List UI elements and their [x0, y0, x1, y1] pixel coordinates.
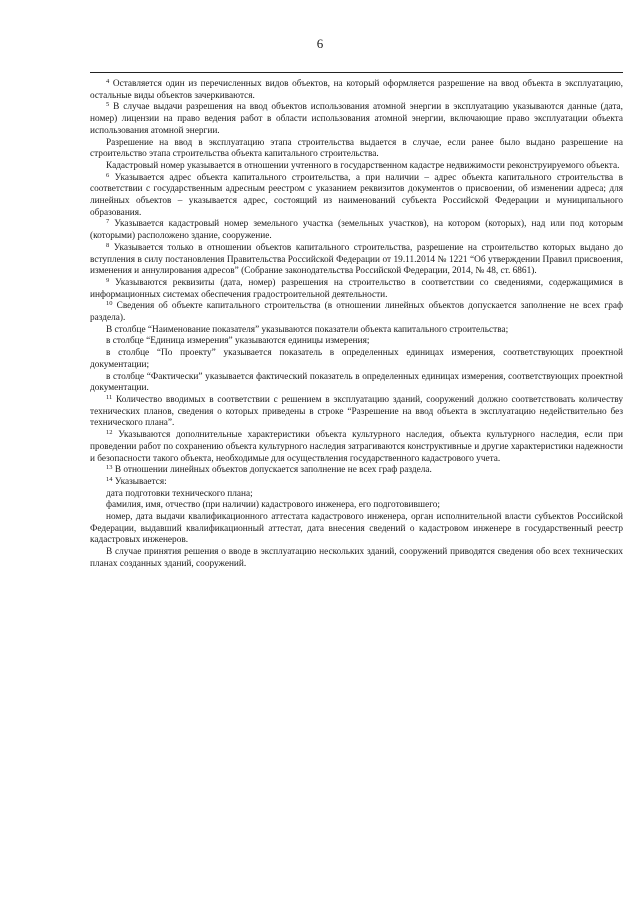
footnote-paragraph	[90, 395, 623, 430]
footnote-text: в столбце “Единица измерения” указываются единицы измерения;	[106, 336, 370, 347]
footnote-text: В отношении линейных объектов допускается заполнение не всех граф раздела.	[112, 465, 432, 476]
footnote-paragraph	[90, 325, 623, 337]
footnote-text: В случае выдачи разрешения на ввод объектов использования атомной энергии в эксплуатацию указываются данные (дата, номер) лицензии на право ведения работ в области использования атомной энергии, включающие право эксплуатации объекта использования атомной энергии.	[90, 102, 623, 136]
footnote-text: В случае принятия решения о вводе в эксплуатацию нескольких зданий, сооружений приводятся сведения обо всех технических планах созданных зданий, сооружений.	[90, 547, 623, 569]
footnote-paragraph	[90, 138, 623, 161]
footnote-marker: 8	[106, 241, 110, 249]
footnote-text: Разрешение на ввод в эксплуатацию этапа строительства выдается в случае, если ранее было выдано разрешение на строительство этапа строительства объекта капитального строительства.	[90, 137, 623, 160]
footnote-paragraph	[90, 301, 623, 324]
footnote-text: В столбце “Наименование показателя” указываются показатели объекта капитального строительства;	[106, 324, 509, 335]
footnote-marker: 7	[106, 218, 110, 226]
footnote-paragraph	[90, 547, 623, 570]
footnote-marker: 11	[106, 393, 113, 401]
footnote-marker: 14	[106, 475, 113, 483]
footnote-text: Указываются дополнительные характеристики объекта культурного наследия, объекта культурного наследия, если при проведении работ по сохранению объекта культурного наследия затрагиваются конструктивные и другие характеристики надежности и безопасности такого объекта, необходимые для осуществления государственного кадастрового учета.	[90, 430, 623, 464]
footnote-paragraph	[90, 173, 623, 220]
footnote-paragraph	[90, 500, 623, 512]
footnote-text: фамилия, имя, отчество (при наличии) кадастрового инженера, его подготовившего;	[106, 500, 441, 511]
footnote-marker: 10	[106, 300, 113, 308]
footnote-marker: 9	[106, 276, 110, 284]
footnote-text: Сведения об объекте капитального строительства (в отношении линейных объектов допускается заполнение не всех граф раздела).	[90, 301, 623, 324]
footnote-text: Указывается кадастровый номер земельного участка (земельных участков), на котором (которых), над или под которым (которыми) расположено здание, сооружение.	[90, 219, 623, 242]
footnote-paragraph	[90, 372, 623, 395]
footnote-text: Указывается только в отношении объектов капитального строительства, разрешение на строительство которых выдано до вступления в силу постановления Правительства Российской Федерации от 19.11.2014 № 1221 “Об утверждении Правил присвоения, изменения и аннулирования адресов” (Собрание законодательства Российской Федерации, 2014, № 48, ст. 6861).	[90, 242, 623, 277]
footnote-paragraph	[90, 430, 623, 465]
footnote-paragraph	[90, 489, 623, 501]
footnote-paragraph	[90, 348, 623, 371]
footnote-text: в столбце “По проекту” указывается показатель в определенных единицах измерения, соответствующих проектной документации;	[90, 348, 623, 370]
footnote-separator	[90, 72, 623, 73]
footnote-text: Указывается адрес объекта капитального строительства, а при наличии – адрес объекта капитального строительства в соответствии с государственным адресным реестром с указанием реквизитов документов о присвоении, об изменении адреса; для линейных объектов – указывается адрес, состоящий из наименований субъекта Российской Федерации и муниципального образования.	[90, 172, 623, 218]
footnote-paragraph	[90, 512, 623, 547]
footnote-paragraph	[90, 477, 623, 489]
footnote-text: в столбце “Фактически” указывается фактический показатель в определенных единицах измерения, соответствующих проектной документации.	[90, 371, 623, 394]
footnote-marker: 4	[106, 78, 110, 85]
page-number: 6	[316, 36, 324, 51]
footnote-text: Кадастровый номер указывается в отношении учтенного в государственном кадастре недвижимости реконструируемого объекта.	[106, 160, 620, 171]
footnote-paragraph	[90, 161, 623, 173]
footnote-paragraph	[90, 102, 623, 137]
footnote-text: Указываются реквизиты (дата, номер) разрешения на строительство в соответствии со сведениями, содержащимися в информационных системах обеспечения градостроительной деятельности.	[90, 277, 623, 300]
footnote-text: Указывается:	[112, 476, 167, 487]
footnote-marker: 6	[106, 171, 110, 179]
footnote-paragraph	[90, 465, 623, 477]
footnote-paragraph	[90, 243, 623, 278]
footnote-marker: 12	[106, 429, 113, 437]
footnote-paragraph	[90, 219, 623, 242]
footnote-marker: 13	[106, 464, 113, 472]
footnote-text: дата подготовки технического плана;	[106, 488, 253, 499]
footnote-text: Количество вводимых в соответствии с решением в эксплуатацию зданий, сооружений должно соответствовать количеству технических планов, сведения о которых приведены в строке “Разрешение на ввод объекта в эксплуатацию недействительно без технического плана”.	[90, 394, 623, 429]
footnote-paragraph	[90, 278, 623, 301]
footnote-text: Оставляется один из перечисленных видов объектов, на который оформляется разрешение на ввод объекта в эксплуатацию, остальные виды объектов зачеркиваются.	[90, 79, 623, 101]
footnote-paragraph	[90, 336, 623, 348]
footnote-text: номер, дата выдачи квалификационного аттестата кадастрового инженера, орган исполнительной власти субъектов Российской Федерации, выдавший квалификационный аттестат, дата внесения сведений о кадастровом инженере в государственный реестр кадастровых инженеров.	[90, 512, 623, 546]
footnote-paragraph	[90, 79, 623, 102]
footnotes-block	[90, 79, 623, 571]
footnote-marker: 5	[106, 101, 110, 109]
